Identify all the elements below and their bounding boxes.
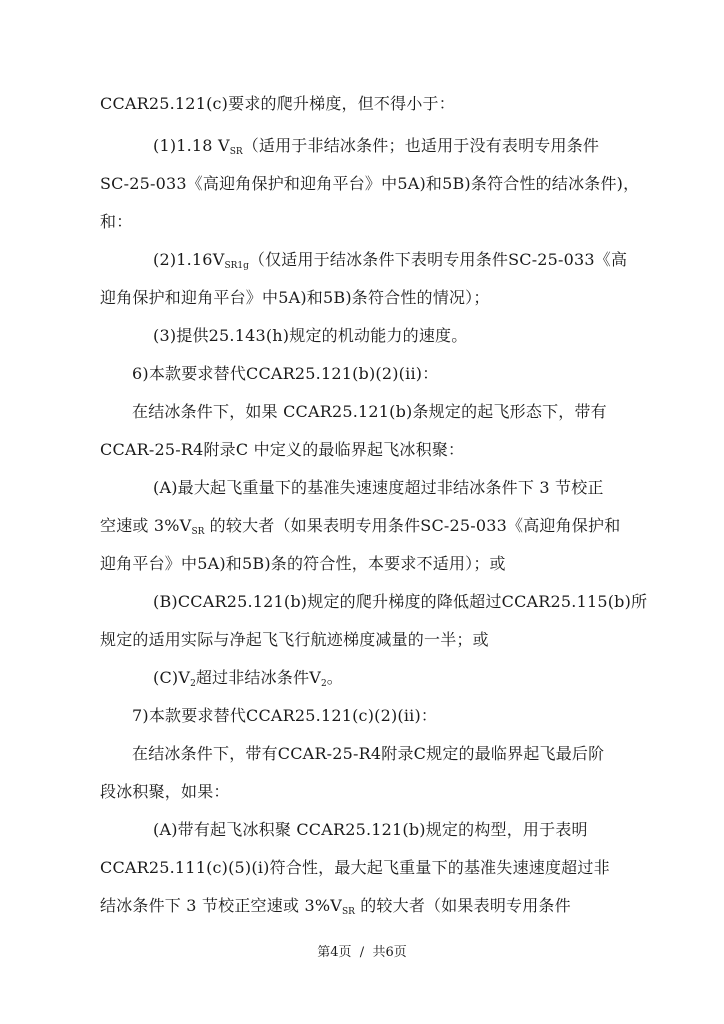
- text-line: CCAR-25-R4附录C 中定义的最临界起飞冰积聚：: [100, 440, 465, 459]
- text-line: 迎角平台》中5A)和5B)条的符合性，本要求不适用）；或: [100, 554, 506, 573]
- subscript: 2: [190, 679, 196, 689]
- text-segment: （仅适用于结冰条件下表明专用条件SC-25-033《高: [248, 250, 628, 269]
- text-line: 段冰积聚，如果：: [100, 782, 230, 801]
- text-line: 迎角保护和迎角平台》中5A)和5B)条符合性的情况）；: [100, 288, 490, 307]
- page-footer: [0, 944, 724, 962]
- text-segment: （适用于非结冰条件；也适用于没有表明专用条件: [242, 136, 600, 155]
- text-line: 和：: [100, 212, 133, 231]
- page-number: 第4页: [317, 945, 352, 960]
- text-line: [100, 516, 630, 542]
- text-segment: 。: [326, 668, 343, 687]
- text-segment: 空速或 3%V: [100, 516, 192, 535]
- text-line: 规定的适用实际与净起飞飞行航迹梯度减量的一半；或: [100, 630, 489, 649]
- text-segment: (2)1.16V: [153, 250, 225, 269]
- text-line: SC-25-033《高迎角保护和迎角平台》中5A)和5B)条符合性的结冰条件)，: [100, 174, 640, 193]
- text-segment: (C)V: [153, 668, 191, 687]
- text-line: [100, 896, 630, 922]
- text-segment: 的较大者（如果表明专用条件SC-25-033《高迎角保护和: [204, 516, 621, 535]
- text-line: (A)最大起飞重量下的基准失速速度超过非结冰条件下 3 节校正: [153, 478, 604, 497]
- subscript: SR1g: [224, 261, 249, 271]
- page-total: 共6页: [372, 945, 407, 960]
- text-segment: 的较大者（如果表明专用条件: [354, 896, 571, 915]
- text-line: (A)带有起飞冰积聚 CCAR25.121(b)规定的构型，用于表明: [153, 820, 588, 839]
- page-separator: /: [359, 945, 365, 960]
- text-segment: 超过非结冰条件V: [195, 668, 321, 687]
- text-segment: (1)1.18 V: [153, 136, 230, 155]
- subscript: SR: [341, 907, 355, 917]
- text-line: CCAR25.111(c)(5)(i)符合性，最大起飞重量下的基准失速速度超过非: [100, 858, 610, 877]
- text-line: 在结冰条件下，如果 CCAR25.121(b)条规定的起飞形态下，带有: [132, 402, 607, 421]
- text-line: CCAR25.121(c)要求的爬升梯度，但不得小于：: [100, 94, 455, 113]
- text-line: (B)CCAR25.121(b)规定的爬升梯度的降低超过CCAR25.115(b)所: [153, 592, 648, 611]
- subscript: SR: [229, 147, 243, 157]
- text-segment: 结冰条件下 3 节校正空速或 3%V: [100, 896, 342, 915]
- text-line: [153, 136, 625, 162]
- text-line: [153, 668, 683, 694]
- text-line: 在结冰条件下，带有CCAR-25-R4附录C规定的最临界起飞最后阶: [132, 744, 605, 763]
- section-heading: 6)本款要求替代CCAR25.121(b)(2)(ii)：: [132, 364, 439, 383]
- text-line: (3)提供25.143(h)规定的机动能力的速度。: [153, 326, 468, 345]
- section-heading: 7)本款要求替代CCAR25.121(c)(2)(ii)：: [132, 706, 438, 725]
- subscript: 2: [320, 679, 327, 689]
- text-line: [153, 250, 628, 276]
- subscript: SR: [191, 527, 205, 537]
